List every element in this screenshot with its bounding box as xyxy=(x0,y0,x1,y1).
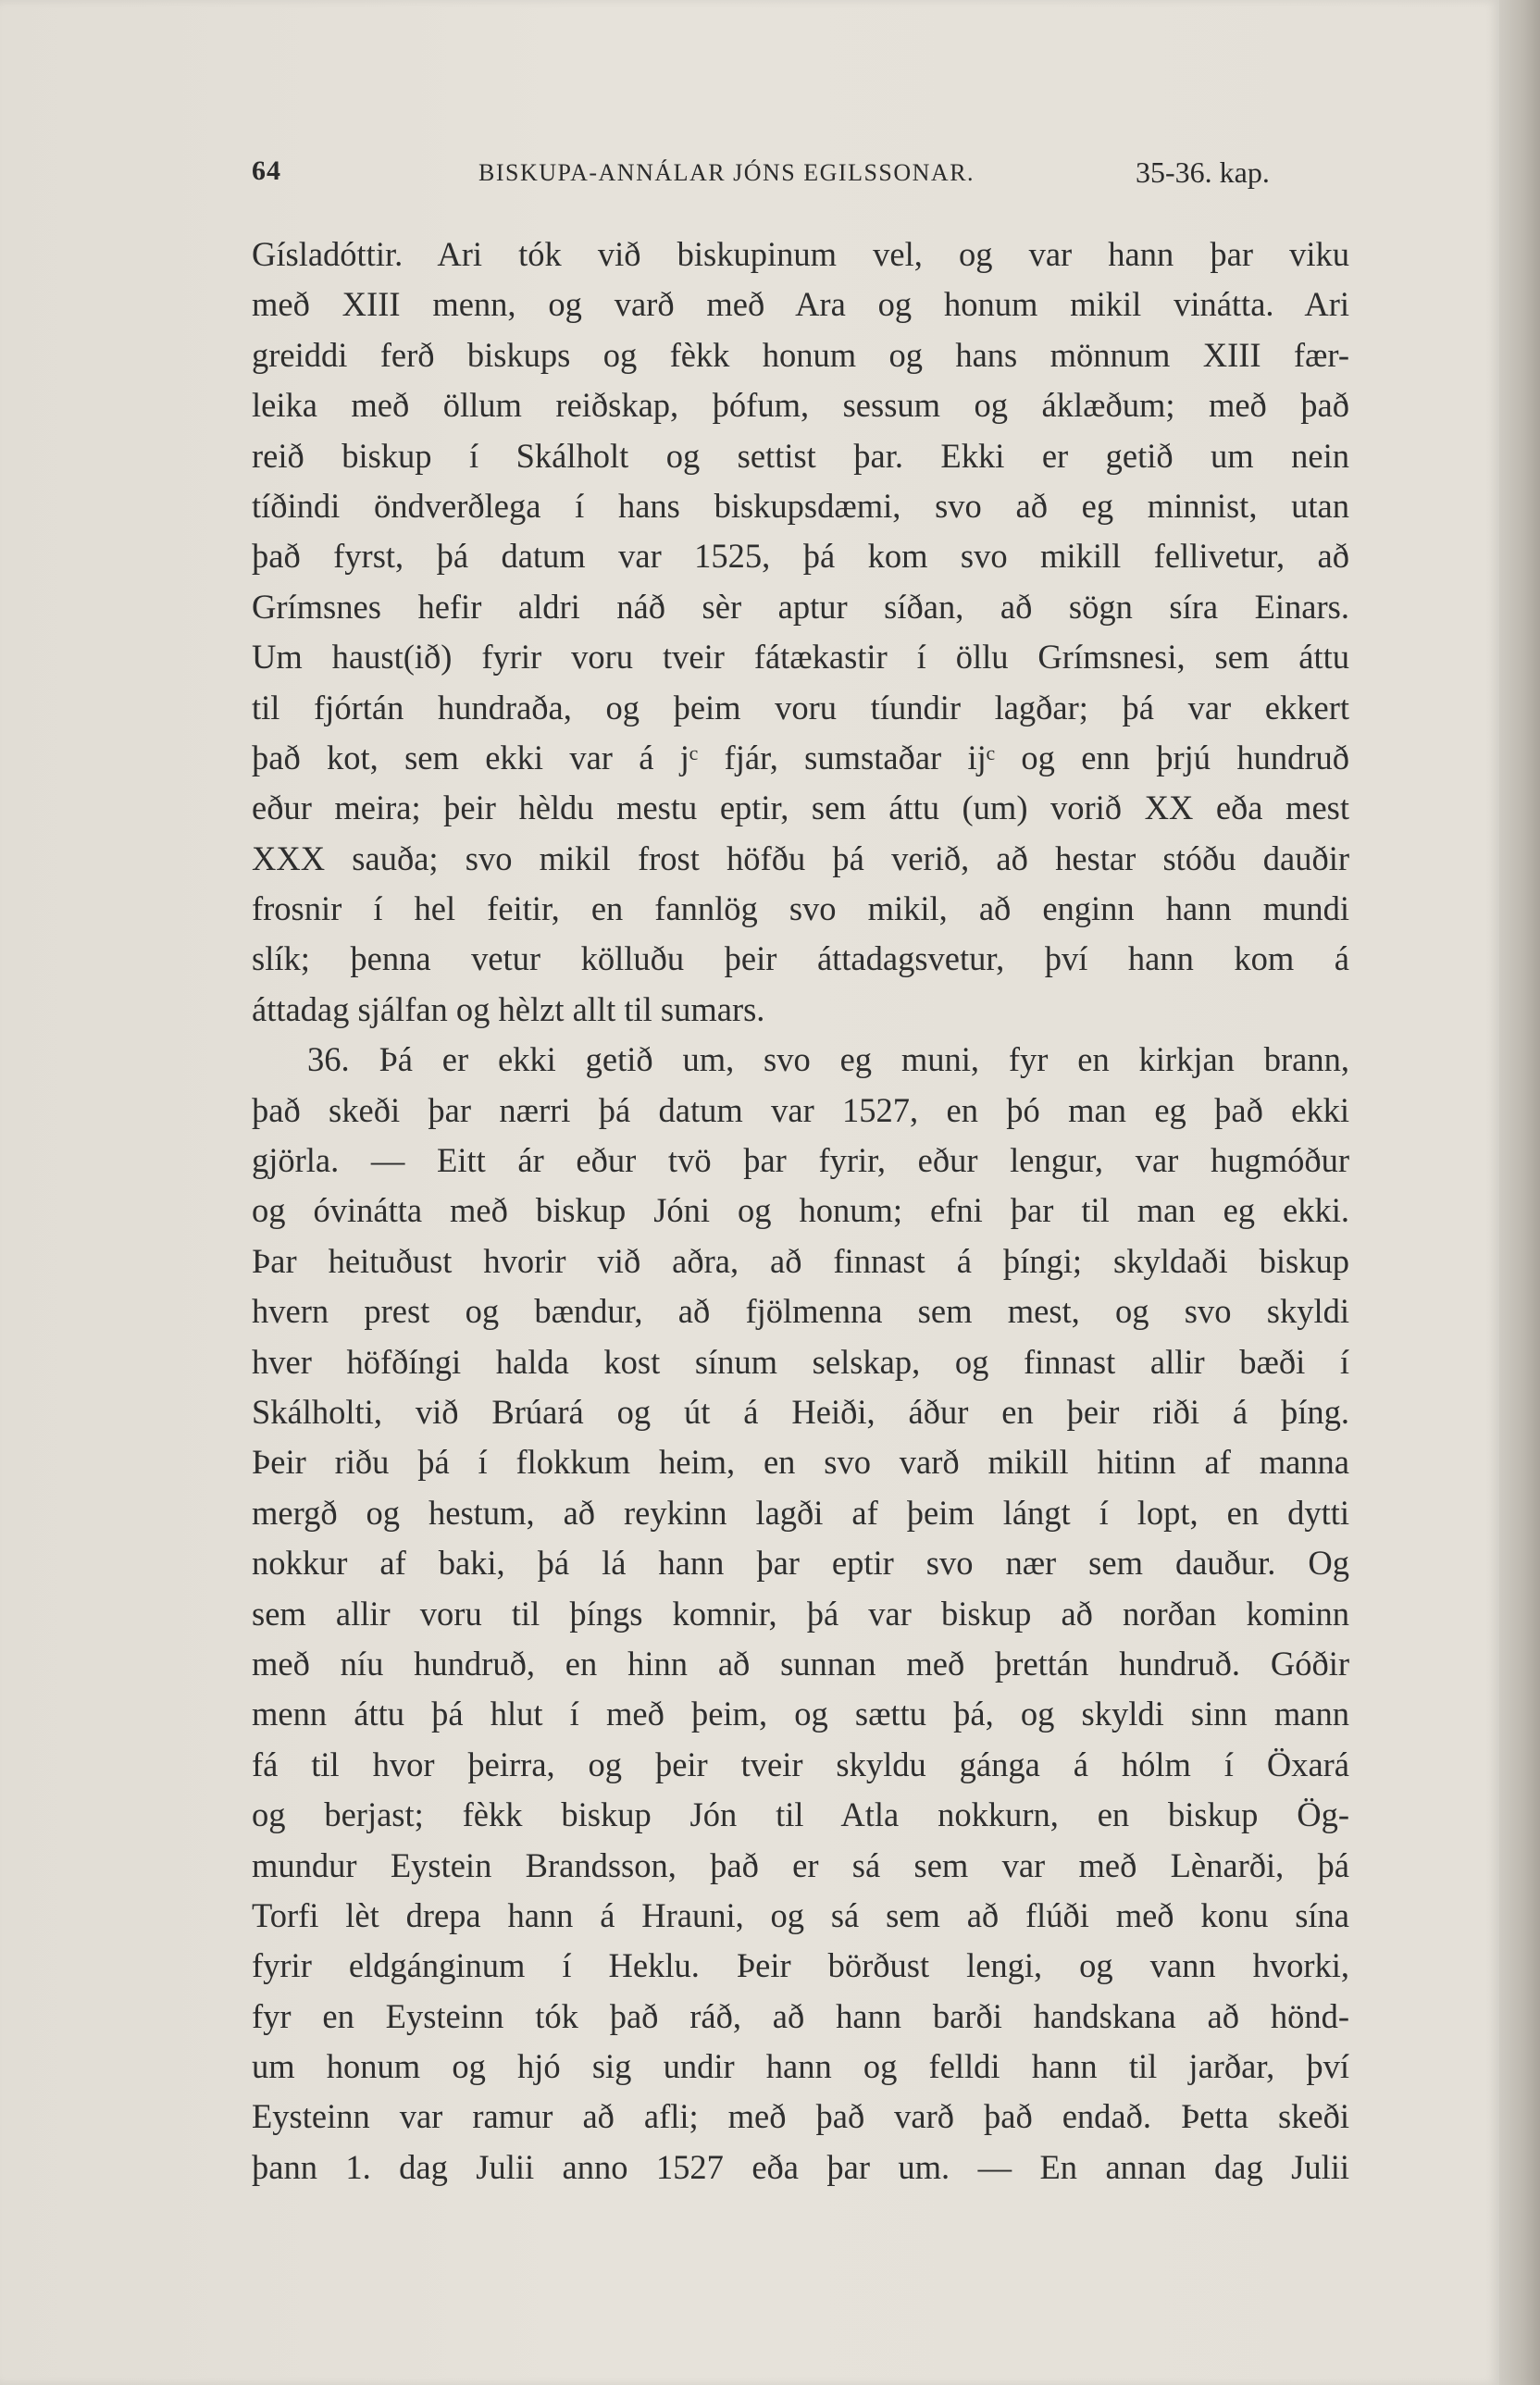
text-line: hver höfðíngi halda kost sínum selskap, og finnast allir bæði í xyxy=(252,1342,1349,1381)
text-line: greiddi ferð biskups og fèkk honum og hans mönnum XIII fær- xyxy=(252,335,1349,374)
text-line: eður meira; þeir hèldu mestu eptir, sem áttu (um) vorið XX eða mest xyxy=(252,789,1349,827)
text-line: það kot, sem ekki var á jᶜ fjár, sumstaðar ijᶜ og enn þrjú hundruð xyxy=(252,738,1349,776)
text-line: og óvinátta með biskup Jóni og honum; efni þar til man eg ekki. xyxy=(252,1191,1349,1230)
text-line: nokkur af baki, þá lá hann þar eptir svo nær sem dauður. Og xyxy=(252,1544,1349,1583)
book-spine-edge xyxy=(1499,0,1540,2385)
text-line: hvern prest og bændur, að fjölmenna sem mest, og svo skyldi xyxy=(252,1292,1349,1331)
running-title: BISKUPA-ANNÁLAR JÓNS EGILSSONAR. xyxy=(478,159,975,186)
page-number: 64 xyxy=(252,155,281,186)
text-line: frosnir í hel feitir, en fannlög svo mikil, að enginn hann mundi xyxy=(252,889,1349,928)
text-line: Gísladóttir. Ari tók við biskupinum vel, og var hann þar viku xyxy=(252,235,1349,273)
text-line: með níu hundruð, en hinn að sunnan með þrettán hundruð. Góðir xyxy=(252,1644,1349,1683)
text-line: til fjórtán hundraða, og þeim voru tíundir lagðar; þá var ekkert xyxy=(252,688,1349,727)
text-line: Þeir riðu þá í flokkum heim, en svo varð mikill hitinn af manna xyxy=(252,1443,1349,1482)
text-line: Eysteinn var ramur að afli; með það varð það endað. Þetta skeði xyxy=(252,2097,1349,2136)
text-line: áttadag sjálfan og hèlzt allt til sumars. xyxy=(252,989,765,1028)
text-line: með XIII menn, og varð með Ara og honum mikil vinátta. Ari xyxy=(252,285,1349,324)
text-line: tíðindi öndverðlega í hans biskupsdæmi, svo að eg minnist, utan xyxy=(252,486,1349,525)
text-line: leika með öllum reiðskap, þófum, sessum og áklæðum; með það xyxy=(252,386,1349,425)
page-header xyxy=(252,155,1362,202)
text-line: mergð og hestum, að reykinn lagði af þeim lángt í lopt, en dytti xyxy=(252,1493,1349,1532)
text-line: Þar heituðust hvorir við aðra, að finnast á þíngi; skyldaði biskup xyxy=(252,1241,1349,1280)
text-line: 36. Þá er ekki getið um, svo eg muni, fyr en kirkjan brann, xyxy=(307,1040,1349,1079)
text-line: fyrir eldgánginum í Heklu. Þeir börðust lengi, og vann hvorki, xyxy=(252,1946,1349,1985)
text-line: um honum og hjó sig undir hann og felldi hann til jarðar, því xyxy=(252,2047,1349,2086)
text-line: Skálholti, við Brúará og út á Heiði, áður en þeir riði á þíng. xyxy=(252,1392,1349,1431)
text-line: XXX sauða; svo mikil frost höfðu þá verið, að hestar stóðu dauðir xyxy=(252,838,1349,877)
text-line: fá til hvor þeirra, og þeir tveir skyldu gánga á hólm í Öxará xyxy=(252,1745,1349,1783)
chapter-reference: 35-36. kap. xyxy=(1136,155,1270,189)
text-line: fyr en Eysteinn tók það ráð, að hann barði handskana að hönd- xyxy=(252,1996,1349,2035)
body-text xyxy=(252,230,1349,2192)
text-line: þann 1. dag Julii anno 1527 eða þar um. — En annan dag Julii xyxy=(252,2147,1349,2186)
text-line: Grímsnes hefir aldri náð sèr aptur síðan, að sögn síra Einars. xyxy=(252,587,1349,626)
text-line: mundur Eystein Brandsson, það er sá sem var með Lènarði, þá xyxy=(252,1845,1349,1884)
text-line: Um haust(ið) fyrir voru tveir fátækastir í öllu Grímsnesi, sem áttu xyxy=(252,638,1349,677)
text-line: menn áttu þá hlut í með þeim, og sættu þá, og skyldi sinn mann xyxy=(252,1695,1349,1733)
text-line: það fyrst, þá datum var 1525, þá kom svo mikill fellivetur, að xyxy=(252,537,1349,576)
text-line: og berjast; fèkk biskup Jón til Atla nokkurn, en biskup Ög- xyxy=(252,1795,1349,1834)
text-line: gjörla. — Eitt ár eður tvö þar fyrir, eður lengur, var hugmóður xyxy=(252,1141,1349,1180)
text-line: það skeði þar nærri þá datum var 1527, en þó man eg það ekki xyxy=(252,1090,1349,1129)
text-line: sem allir voru til þíngs komnir, þá var biskup að norðan kominn xyxy=(252,1594,1349,1633)
text-line: slík; þenna vetur kölluðu þeir áttadagsvetur, því hann kom á xyxy=(252,939,1349,978)
text-line: Torfi lèt drepa hann á Hrauni, og sá sem að flúði með konu sína xyxy=(252,1895,1349,1934)
text-line: reið biskup í Skálholt og settist þar. Ekki er getið um nein xyxy=(252,436,1349,475)
